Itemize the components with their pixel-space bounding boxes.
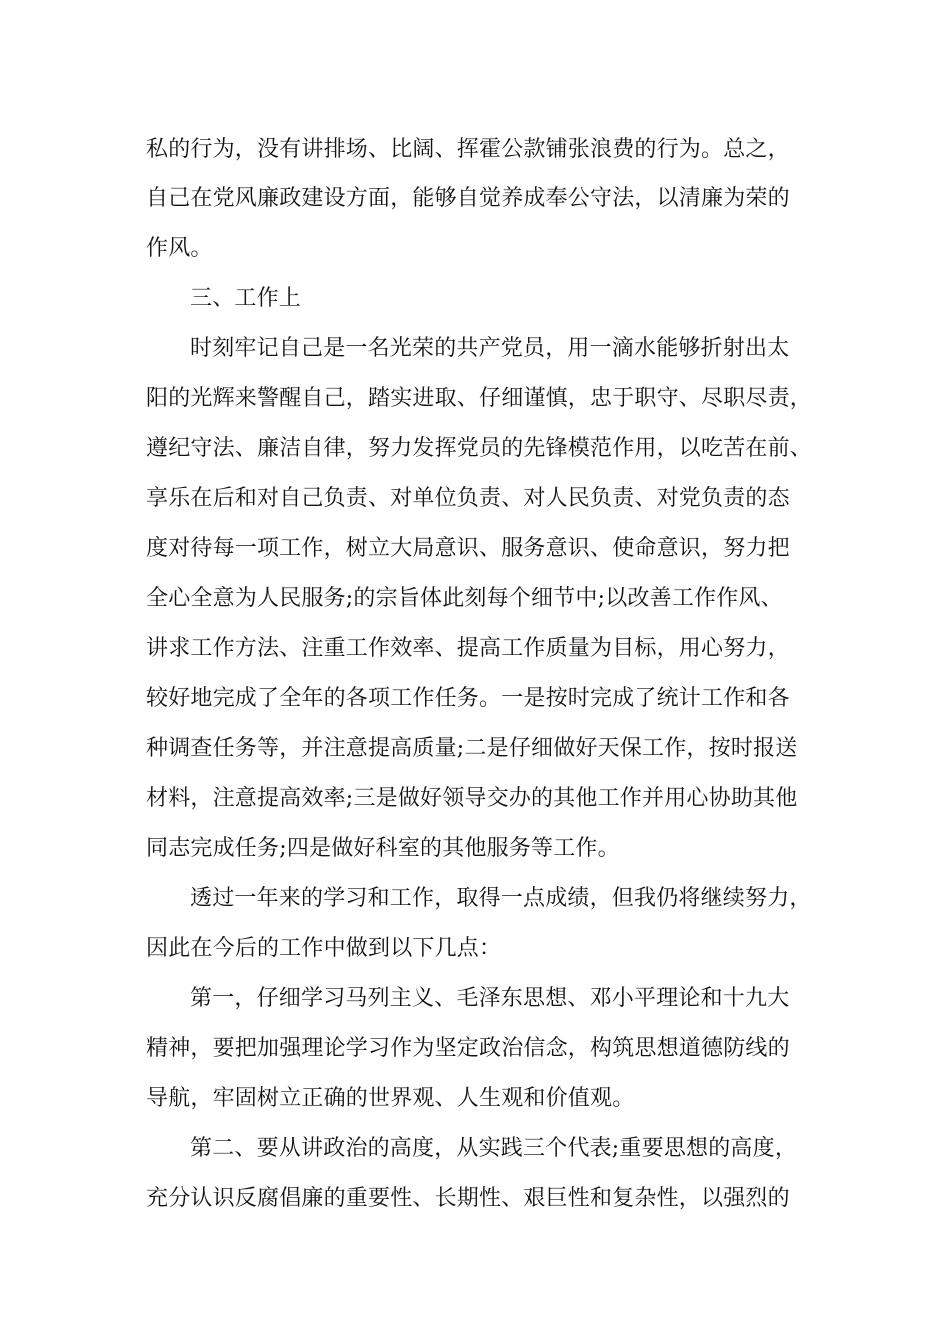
text-line: 第二、要从讲政治的高度，从实践三个代表;重要思想的高度， — [190, 1136, 798, 1161]
text-line: 因此在今后的工作中做到以下几点： — [146, 936, 502, 961]
text-line: 材料，注意提高效率;三是做好领导交办的其他工作并用心协助其他 — [146, 786, 798, 811]
section-heading: 三、工作上 — [190, 286, 302, 311]
text-line: 种调查任务等，并注意提高质量;二是仔细做好天保工作，按时报送 — [146, 736, 798, 761]
text-line: 时刻牢记自己是一名光荣的共产党员，用一滴水能够折射出太 — [190, 336, 790, 361]
text-line: 导航，牢固树立正确的世界观、人生观和价值观。 — [146, 1086, 635, 1111]
text-line: 精神，要把加强理论学习作为坚定政治信念，构筑思想道德防线的 — [146, 1036, 790, 1061]
text-line: 私的行为，没有讲排场、比阔、挥霍公款铺张浪费的行为。总之， — [146, 137, 790, 162]
text-line: 自己在党风廉政建设方面，能够自觉养成奉公守法，以清廉为荣的 — [146, 186, 790, 211]
text-line: 享乐在后和对自己负责、对单位负责、对人民负责、对党负责的态 — [146, 486, 790, 511]
text-line: 同志完成任务;四是做好科室的其他服务等工作。 — [146, 836, 620, 861]
text-line: 较好地完成了全年的各项工作任务。一是按时完成了统计工作和各 — [146, 686, 790, 711]
text-line: 透过一年来的学习和工作，取得一点成绩，但我仍将继续努力， — [190, 886, 812, 911]
text-line: 度对待每一项工作，树立大局意识、服务意识、使命意识，努力把 — [146, 536, 790, 561]
text-line: 阳的光辉来警醒自己，踏实进取、仔细谨慎，忠于职守、尽职尽责， — [146, 386, 813, 411]
text-line: 遵纪守法、廉洁自律，努力发挥党员的先锋模范作用，以吃苦在前、 — [146, 436, 813, 461]
text-line: 充分认识反腐倡廉的重要性、长期性、艰巨性和复杂性，以强烈的 — [146, 1186, 790, 1211]
text-line: 作风。 — [146, 236, 213, 261]
text-line: 第一，仔细学习马列主义、毛泽东思想、邓小平理论和十九大 — [190, 986, 790, 1011]
text-line: 讲求工作方法、注重工作效率、提高工作质量为目标，用心努力， — [146, 636, 790, 661]
text-line: 全心全意为人民服务;的宗旨体此刻每个细节中;以改善工作作风、 — [146, 586, 783, 611]
